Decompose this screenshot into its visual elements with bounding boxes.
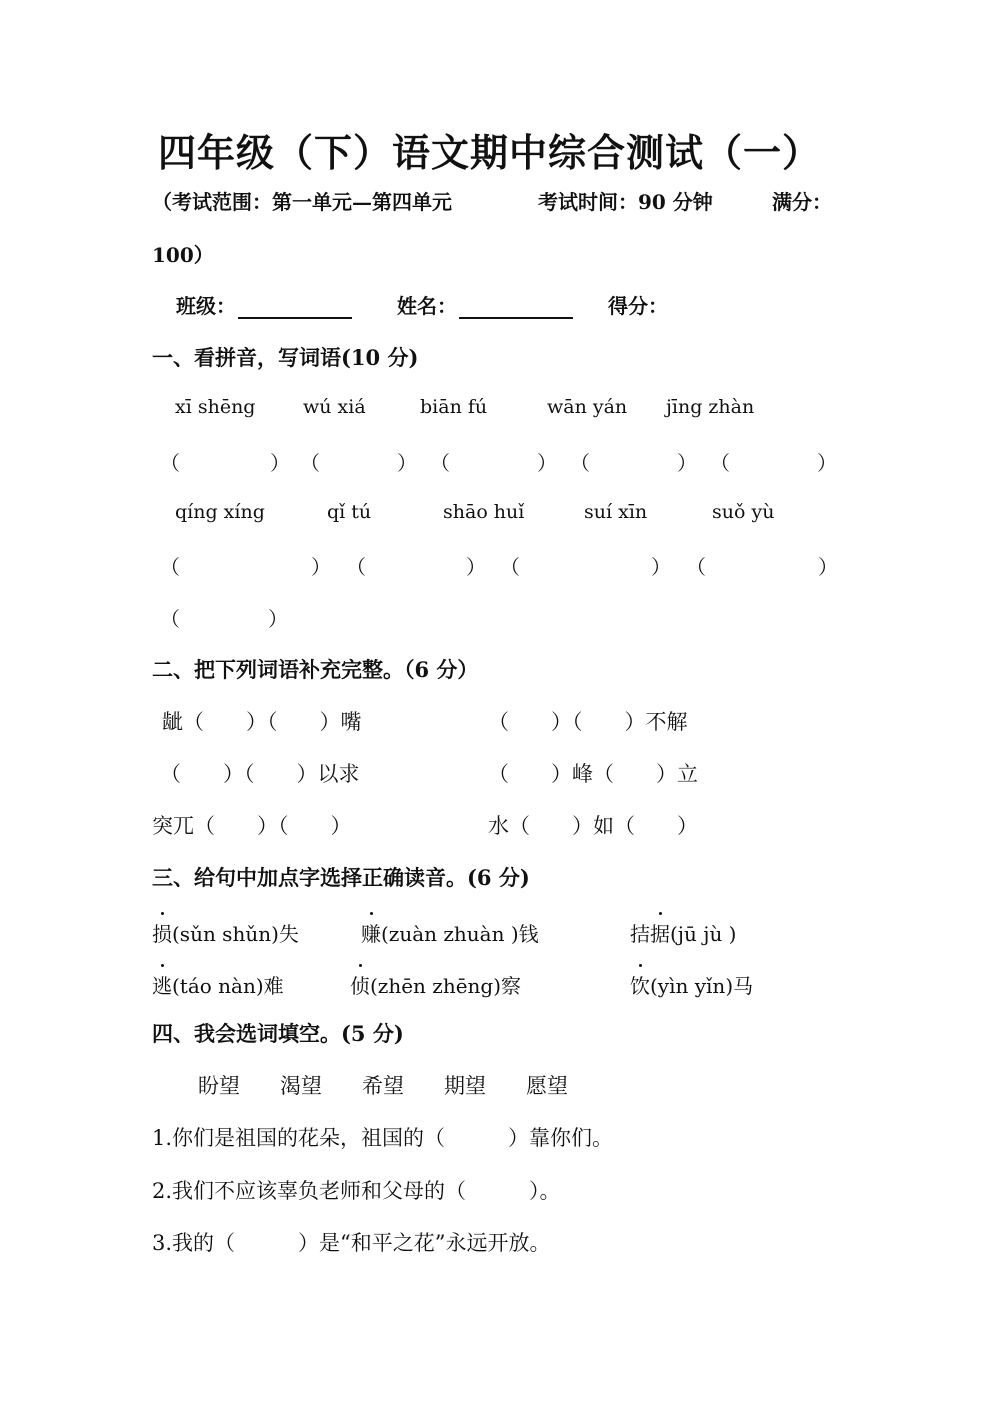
idiom-item: 突兀（ ）（ ） bbox=[152, 814, 352, 838]
reading-options: (jū jù ) bbox=[670, 922, 737, 946]
reading-options: (zuàn zhuàn )钱 bbox=[381, 922, 539, 946]
section2-heading: 二、把下列词语补充完整。（6 分） bbox=[152, 657, 479, 682]
answer-bracket: ） bbox=[817, 451, 837, 475]
answer-bracket: ） bbox=[466, 555, 486, 579]
answer-bracket: ） bbox=[397, 451, 417, 475]
section1-heading: 一、看拼音，写词语(10 分) bbox=[152, 345, 419, 370]
name-field[interactable] bbox=[397, 290, 573, 319]
reading-options: (sǔn shǔn)失 bbox=[172, 922, 299, 946]
answer-bracket: ） bbox=[818, 555, 838, 579]
dotted-char: 侦 bbox=[350, 970, 370, 999]
section4-heading: 四、我会选词填空。(5 分) bbox=[152, 1021, 404, 1046]
answer-bracket: （ bbox=[160, 607, 180, 631]
pinyin-item: wān yán bbox=[547, 396, 628, 418]
class-label: 班级： bbox=[176, 294, 236, 318]
idiom-item: 水（ ）如（ ） bbox=[488, 814, 698, 838]
question-2: 2.我们不应该辜负老师和父母的（ ）。 bbox=[152, 1179, 561, 1203]
pronunciation-item bbox=[350, 970, 521, 999]
word-option: 盼望 bbox=[198, 1074, 240, 1098]
dotted-char: 逃 bbox=[152, 970, 172, 999]
answer-bracket: ） bbox=[270, 451, 290, 475]
dotted-char: 据 bbox=[650, 918, 670, 947]
question-1: 1.你们是祖国的花朵，祖国的（ ）靠你们。 bbox=[152, 1126, 614, 1150]
question-3: 3.我的（ ）是“和平之花”永远开放。 bbox=[152, 1231, 551, 1255]
answer-bracket: ） bbox=[268, 607, 288, 631]
pinyin-item: xī shēng bbox=[175, 396, 256, 418]
dotted-char: 赚 bbox=[361, 918, 381, 947]
pinyin-item: biān fú bbox=[420, 396, 488, 418]
class-blank[interactable] bbox=[238, 295, 352, 319]
pinyin-item: wú xiá bbox=[303, 396, 366, 418]
pronunciation-item bbox=[630, 918, 736, 947]
answer-bracket: （ bbox=[570, 451, 590, 475]
name-label: 姓名： bbox=[397, 294, 457, 318]
word-option: 渴望 bbox=[280, 1074, 322, 1098]
answer-bracket: ） bbox=[537, 451, 557, 475]
pinyin-item: jīng zhàn bbox=[666, 396, 755, 418]
answer-bracket: （ bbox=[430, 451, 450, 475]
reading-options: (táo nàn)难 bbox=[172, 974, 284, 998]
answer-bracket: （ bbox=[500, 555, 520, 579]
answer-bracket: （ bbox=[160, 451, 180, 475]
reading-options: (yìn yǐn)马 bbox=[650, 974, 754, 998]
full-score-value: 100） bbox=[152, 243, 214, 267]
name-blank[interactable] bbox=[459, 295, 573, 319]
pronunciation-item bbox=[152, 970, 284, 999]
plain-char: 拮 bbox=[630, 922, 650, 946]
pinyin-item: suí xīn bbox=[584, 501, 648, 523]
answer-bracket: （ bbox=[160, 555, 180, 579]
pinyin-item: qǐ tú bbox=[327, 501, 372, 523]
answer-bracket: （ bbox=[346, 555, 366, 579]
answer-bracket: ） bbox=[651, 555, 671, 579]
pinyin-item: shāo huǐ bbox=[443, 501, 525, 523]
answer-bracket: （ bbox=[300, 451, 320, 475]
idiom-item: （ ）（ ）以求 bbox=[160, 762, 360, 786]
word-option: 期望 bbox=[444, 1074, 486, 1098]
answer-bracket: ） bbox=[311, 555, 331, 579]
pinyin-item: qíng xíng bbox=[175, 501, 265, 523]
answer-bracket: （ bbox=[686, 555, 706, 579]
dotted-char: 饮 bbox=[630, 970, 650, 999]
pronunciation-item bbox=[152, 918, 299, 947]
section3-heading: 三、给句中加点字选择正确读音。(6 分) bbox=[152, 865, 530, 890]
answer-bracket: ） bbox=[677, 451, 697, 475]
full-score-label: 满分： bbox=[772, 190, 832, 214]
reading-options: (zhēn zhēng)察 bbox=[370, 974, 522, 998]
page-title: 四年级（下）语文期中综合测试（一） bbox=[158, 130, 822, 175]
score-label: 得分： bbox=[608, 294, 668, 318]
word-option: 希望 bbox=[362, 1074, 404, 1098]
word-option: 愿望 bbox=[526, 1074, 568, 1098]
pinyin-item: suǒ yù bbox=[712, 501, 775, 523]
idiom-item: （ ）峰（ ）立 bbox=[488, 762, 698, 786]
idiom-item: （ ）（ ）不解 bbox=[488, 710, 688, 734]
dotted-char: 损 bbox=[152, 918, 172, 947]
exam-time: 考试时间：90 分钟 bbox=[538, 190, 713, 214]
class-field[interactable] bbox=[176, 290, 352, 319]
idiom-item: 龇（ ）（ ）嘴 bbox=[162, 710, 362, 734]
exam-range: （考试范围：第一单元—第四单元 bbox=[152, 190, 452, 214]
pronunciation-item bbox=[361, 918, 539, 947]
answer-bracket: （ bbox=[710, 451, 730, 475]
pronunciation-item bbox=[630, 970, 753, 999]
